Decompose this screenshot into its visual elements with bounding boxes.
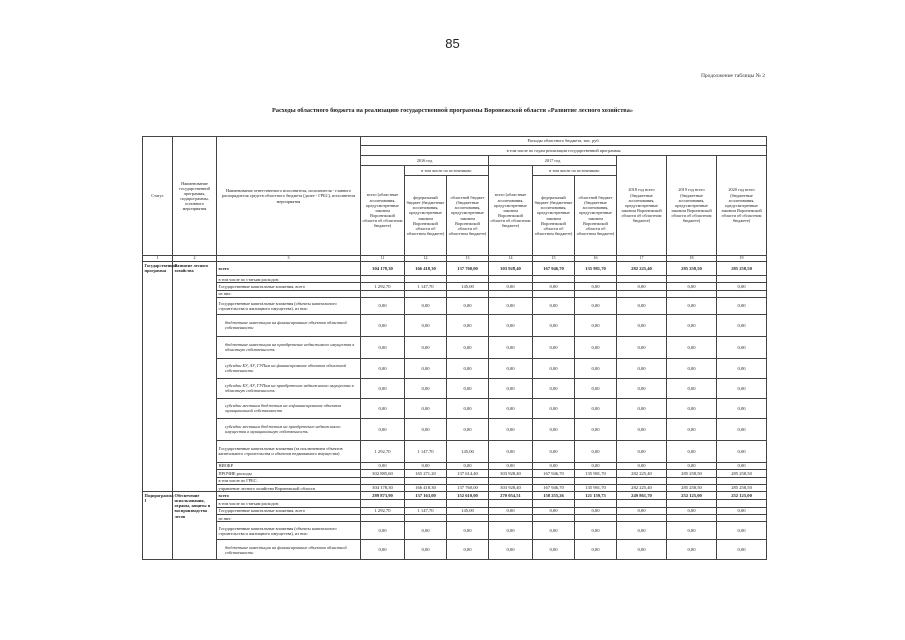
- col-index: 1: [143, 256, 173, 262]
- value-cell: 137 614,40: [447, 470, 489, 478]
- value-cell: 303 928,40: [489, 262, 533, 276]
- value-cell: 0,00: [575, 462, 617, 470]
- row-label: управление лесного хозяйства Воронежской области: [217, 484, 361, 492]
- row-label: НИОКР: [217, 462, 361, 470]
- value-cell: 152 610,00: [447, 492, 489, 500]
- value-cell: [533, 500, 575, 507]
- value-cell: 0,00: [447, 297, 489, 314]
- value-cell: 0,00: [489, 522, 533, 540]
- value-cell: 285 258,50: [717, 484, 767, 492]
- value-cell: 0,00: [447, 462, 489, 470]
- row-label: в том числе по ГРБС:: [217, 477, 361, 484]
- value-cell: [717, 515, 767, 522]
- value-cell: 0,00: [667, 522, 717, 540]
- row-label: ПРОЧИЕ расходы: [217, 470, 361, 478]
- value-cell: 0,00: [717, 522, 767, 540]
- value-cell: [489, 515, 533, 522]
- value-cell: [405, 290, 447, 297]
- value-cell: 0,00: [617, 418, 667, 440]
- value-cell: [717, 290, 767, 297]
- value-cell: 0,00: [667, 398, 717, 418]
- value-cell: 0,00: [489, 378, 533, 398]
- header-executor: Наименование ответственного исполнителя, исполнителя - главного распорядителя средств областного бюджета (далее - ГРБС), исполнителя мероприятия: [217, 137, 361, 256]
- value-cell: 0,00: [405, 462, 447, 470]
- header-expenses: Расходы областного бюджета, тыс. руб.: [361, 137, 767, 146]
- value-cell: 135 981,70: [575, 470, 617, 478]
- value-cell: 0,00: [361, 314, 405, 336]
- header-2016-regional: областной бюджет (бюджетные ассигнования, предусмотренные законом Воронежской области об областном бюджете): [447, 176, 489, 256]
- value-cell: 0,00: [405, 358, 447, 378]
- value-cell: [717, 276, 767, 283]
- value-cell: 285 258,50: [667, 484, 717, 492]
- header-2016-of-which: в том числе по источникам:: [405, 166, 489, 176]
- row-label: Государственные капитальные вложения, всего: [217, 507, 361, 515]
- program-status: Государственная программа: [143, 262, 173, 492]
- program-row: [143, 398, 767, 418]
- value-cell: 0,00: [667, 540, 717, 560]
- header-2017-of-which: в том числе по источникам:: [533, 166, 617, 176]
- value-cell: 0,00: [533, 358, 575, 378]
- document-title: Расходы областного бюджета на реализацию государственной программы Воронежской области «Развитие лесного хозяйства»: [271, 107, 634, 114]
- value-cell: [575, 290, 617, 297]
- value-cell: 0,00: [667, 336, 717, 358]
- subprogram-row: [143, 492, 767, 500]
- value-cell: 0,00: [717, 540, 767, 560]
- value-cell: 0,00: [447, 398, 489, 418]
- value-cell: 0,00: [617, 283, 667, 291]
- value-cell: 0,00: [717, 462, 767, 470]
- value-cell: 0,00: [447, 522, 489, 540]
- value-cell: 137 163,00: [405, 492, 447, 500]
- value-cell: 0,00: [533, 283, 575, 291]
- value-cell: 0,00: [533, 314, 575, 336]
- value-cell: 0,00: [533, 418, 575, 440]
- value-cell: 0,00: [533, 507, 575, 515]
- row-label: бюджетные инвестиции на приобретение недвижимого имущества в областную собственность: [217, 336, 361, 358]
- value-cell: 0,00: [447, 540, 489, 560]
- value-cell: 0,00: [405, 336, 447, 358]
- header-2017-regional: областной бюджет (бюджетные ассигнования, предусмотренные законом Воронежской области об областном бюджете): [575, 176, 617, 256]
- row-label: субсидии местным бюджетам на софинансирование объектов муниципальной собственности: [217, 398, 361, 418]
- value-cell: 0,00: [717, 314, 767, 336]
- value-cell: 0,00: [667, 314, 717, 336]
- value-cell: 0,00: [361, 398, 405, 418]
- header-year-2017: 2017 год: [489, 156, 617, 166]
- value-cell: [667, 500, 717, 507]
- header-status: Статус: [143, 137, 173, 256]
- program-title: Развитие лесного хозяйства: [173, 262, 217, 492]
- program-row: [143, 314, 767, 336]
- row-label: из них:: [217, 290, 361, 297]
- value-cell: [533, 276, 575, 283]
- header-2020: 2020 год всего (бюджетные ассигнования, предусмотренные законом Воронежской области об областном бюджете): [717, 156, 767, 256]
- value-cell: [717, 500, 767, 507]
- value-cell: [489, 500, 533, 507]
- row-label: субсидии местным бюджетам на приобретение недвижимого имущества в муниципальную собственность: [217, 418, 361, 440]
- row-label: субсидии БУ, АУ, ГУПам на финансирование объектов областной собственности: [217, 358, 361, 378]
- program-row: [143, 290, 767, 297]
- value-cell: 304 178,30: [361, 262, 405, 276]
- value-cell: 0,00: [617, 358, 667, 378]
- header-2017-federal: федеральный бюджет (бюджетные ассигнования, предусмотренные законом Воронежской области об областном бюджете): [533, 176, 575, 256]
- col-index: 14: [489, 256, 533, 262]
- col-index: 12: [405, 256, 447, 262]
- value-cell: 0,00: [667, 462, 717, 470]
- value-cell: 0,00: [575, 418, 617, 440]
- value-cell: 0,00: [533, 336, 575, 358]
- value-cell: 0,00: [575, 314, 617, 336]
- value-cell: 0,00: [575, 297, 617, 314]
- row-label: из них:: [217, 515, 361, 522]
- value-cell: 0,00: [447, 336, 489, 358]
- program-row: [143, 440, 767, 462]
- value-cell: 0,00: [405, 297, 447, 314]
- row-label: Государственные капитальные вложения, всего: [217, 283, 361, 291]
- value-cell: 0,00: [361, 336, 405, 358]
- value-cell: 121 159,73: [575, 492, 617, 500]
- value-cell: 145,00: [447, 440, 489, 462]
- value-cell: 0,00: [489, 398, 533, 418]
- value-cell: 145,00: [447, 283, 489, 291]
- col-index: 3: [217, 256, 361, 262]
- value-cell: 137 760,00: [447, 262, 489, 276]
- value-cell: [405, 276, 447, 283]
- value-cell: 0,00: [447, 314, 489, 336]
- col-index: 17: [617, 256, 667, 262]
- value-cell: 0,00: [489, 314, 533, 336]
- value-cell: 0,00: [575, 283, 617, 291]
- value-cell: 1 292,70: [361, 440, 405, 462]
- col-index: 15: [533, 256, 575, 262]
- value-cell: 0,00: [447, 418, 489, 440]
- appendix-label: Продолжение таблицы № 2: [700, 73, 765, 79]
- header-2017-total: всего (областные ассигнования, предусмотренные законом Воронежской области об областном бюджете): [489, 166, 533, 256]
- header-year-2016: 2016 год: [361, 156, 489, 166]
- value-cell: 0,00: [533, 440, 575, 462]
- value-cell: 0,00: [489, 462, 533, 470]
- value-cell: 0,00: [617, 314, 667, 336]
- value-cell: 303 928,40: [489, 470, 533, 478]
- value-cell: [617, 290, 667, 297]
- value-cell: 0,00: [361, 358, 405, 378]
- value-cell: 285 258,50: [717, 470, 767, 478]
- value-cell: [533, 477, 575, 484]
- row-label: всего: [217, 492, 361, 500]
- subprogram-row: [143, 540, 767, 560]
- value-cell: 0,00: [361, 462, 405, 470]
- value-cell: [447, 500, 489, 507]
- value-cell: 0,00: [361, 522, 405, 540]
- value-cell: 0,00: [489, 440, 533, 462]
- value-cell: 0,00: [575, 540, 617, 560]
- value-cell: 289 873,90: [361, 492, 405, 500]
- program-row: [143, 262, 767, 276]
- value-cell: 0,00: [447, 378, 489, 398]
- value-cell: 0,00: [533, 540, 575, 560]
- value-cell: [667, 515, 717, 522]
- value-cell: 0,00: [617, 540, 667, 560]
- value-cell: [489, 276, 533, 283]
- value-cell: [667, 477, 717, 484]
- value-cell: [489, 290, 533, 297]
- header-by-year: в том числе по годам реализации государственной программы: [361, 146, 767, 156]
- value-cell: 0,00: [617, 378, 667, 398]
- page-number: 85: [445, 36, 460, 51]
- col-index: 16: [575, 256, 617, 262]
- header-2016-total: всего (областные ассигнования, предусмотренные законом Воронежской области об областном бюджете): [361, 166, 405, 256]
- value-cell: [717, 477, 767, 484]
- value-cell: 165 271,20: [405, 470, 447, 478]
- value-cell: 0,00: [617, 507, 667, 515]
- value-cell: 0,00: [717, 507, 767, 515]
- value-cell: 0,00: [533, 462, 575, 470]
- col-index: 18: [667, 256, 717, 262]
- value-cell: 0,00: [405, 314, 447, 336]
- value-cell: 0,00: [489, 336, 533, 358]
- value-cell: 135 981,70: [575, 484, 617, 492]
- value-cell: 0,00: [617, 297, 667, 314]
- value-cell: [533, 515, 575, 522]
- value-cell: 285 258,50: [667, 262, 717, 276]
- row-label: в том числе по статьям расходов:: [217, 500, 361, 507]
- value-cell: 0,00: [489, 507, 533, 515]
- program-row: [143, 470, 767, 478]
- value-cell: [447, 290, 489, 297]
- value-cell: 1 292,70: [361, 507, 405, 515]
- program-row: [143, 378, 767, 398]
- value-cell: 0,00: [717, 358, 767, 378]
- program-row: [143, 477, 767, 484]
- value-cell: [667, 290, 717, 297]
- value-cell: 167 946,70: [533, 470, 575, 478]
- value-cell: 0,00: [667, 378, 717, 398]
- value-cell: [361, 276, 405, 283]
- value-cell: 0,00: [361, 297, 405, 314]
- header-program-name: Наименование государственной программы, подпрограммы, основного мероприятия: [173, 137, 217, 256]
- value-cell: 0,00: [575, 522, 617, 540]
- value-cell: [575, 500, 617, 507]
- value-cell: 0,00: [405, 378, 447, 398]
- program-row: [143, 336, 767, 358]
- value-cell: [447, 515, 489, 522]
- program-row: [143, 484, 767, 492]
- value-cell: 0,00: [575, 507, 617, 515]
- value-cell: 282 225,40: [617, 470, 667, 478]
- value-cell: 282 225,40: [617, 262, 667, 276]
- value-cell: 0,00: [717, 283, 767, 291]
- header-2016-federal: федеральный бюджет (бюджетные ассигнования, предусмотренные законом Воронежской области об областном бюджете): [405, 176, 447, 256]
- value-cell: 249 861,70: [617, 492, 667, 500]
- value-cell: 0,00: [717, 398, 767, 418]
- value-cell: 0,00: [717, 418, 767, 440]
- value-cell: 1 147,70: [405, 507, 447, 515]
- value-cell: 0,00: [617, 398, 667, 418]
- value-cell: 302 885,60: [361, 470, 405, 478]
- value-cell: 0,00: [667, 440, 717, 462]
- value-cell: [489, 477, 533, 484]
- value-cell: [361, 500, 405, 507]
- subprogram-status: Подпрограмма 1: [143, 492, 173, 560]
- value-cell: 0,00: [575, 336, 617, 358]
- row-label: в том числе по статьям расходов:: [217, 276, 361, 283]
- value-cell: 1 292,70: [361, 283, 405, 291]
- value-cell: 304 178,30: [361, 484, 405, 492]
- col-index: 11: [361, 256, 405, 262]
- col-index: 13: [447, 256, 489, 262]
- value-cell: [575, 276, 617, 283]
- value-cell: 0,00: [617, 522, 667, 540]
- value-cell: 0,00: [667, 418, 717, 440]
- subprogram-title: Обеспечение использования, охраны, защиты и воспроизводства лесов: [173, 492, 217, 560]
- subprogram-row: [143, 515, 767, 522]
- value-cell: 0,00: [667, 283, 717, 291]
- value-cell: 137 760,00: [447, 484, 489, 492]
- value-cell: 167 946,70: [533, 484, 575, 492]
- value-cell: 0,00: [361, 540, 405, 560]
- value-cell: 282 225,40: [617, 484, 667, 492]
- value-cell: 0,00: [717, 297, 767, 314]
- value-cell: 0,00: [361, 418, 405, 440]
- value-cell: [533, 290, 575, 297]
- value-cell: 0,00: [717, 336, 767, 358]
- value-cell: [667, 276, 717, 283]
- row-label: всего: [217, 262, 361, 276]
- value-cell: 0,00: [405, 540, 447, 560]
- value-cell: 0,00: [667, 297, 717, 314]
- value-cell: 1 147,70: [405, 440, 447, 462]
- value-cell: 303 928,40: [489, 484, 533, 492]
- value-cell: 0,00: [489, 540, 533, 560]
- value-cell: 0,00: [617, 336, 667, 358]
- program-row: [143, 462, 767, 470]
- value-cell: 166 418,30: [405, 484, 447, 492]
- value-cell: 270 054,51: [489, 492, 533, 500]
- value-cell: 0,00: [667, 507, 717, 515]
- value-cell: 0,00: [575, 398, 617, 418]
- value-cell: 0,00: [533, 398, 575, 418]
- row-label: Государственные капитальные вложения (объекты капитального строительства и жилищного имущества), из них:: [217, 297, 361, 314]
- value-cell: [405, 515, 447, 522]
- value-cell: 167 946,70: [533, 262, 575, 276]
- value-cell: [447, 477, 489, 484]
- value-cell: 0,00: [489, 418, 533, 440]
- col-index: 2: [173, 256, 217, 262]
- value-cell: 252 125,00: [667, 492, 717, 500]
- value-cell: 158 255,26: [533, 492, 575, 500]
- row-label: бюджетные инвестиции на финансирование объектов областной собственности: [217, 314, 361, 336]
- value-cell: [361, 515, 405, 522]
- program-row: [143, 297, 767, 314]
- value-cell: 0,00: [575, 440, 617, 462]
- header-2018: 2018 год всего (бюджетные ассигнования, предусмотренные законом Воронежской области об областном бюджете): [617, 156, 667, 256]
- value-cell: 0,00: [405, 398, 447, 418]
- value-cell: 0,00: [489, 297, 533, 314]
- value-cell: 135 981,70: [575, 262, 617, 276]
- value-cell: [575, 477, 617, 484]
- value-cell: [447, 276, 489, 283]
- value-cell: [617, 515, 667, 522]
- value-cell: [361, 477, 405, 484]
- value-cell: 0,00: [617, 440, 667, 462]
- value-cell: 0,00: [405, 522, 447, 540]
- value-cell: [405, 500, 447, 507]
- expenses-table: [142, 136, 767, 560]
- value-cell: 0,00: [667, 358, 717, 378]
- subprogram-row: [143, 522, 767, 540]
- value-cell: 0,00: [447, 358, 489, 378]
- col-index: 19: [717, 256, 767, 262]
- value-cell: 0,00: [533, 378, 575, 398]
- value-cell: 0,00: [617, 462, 667, 470]
- value-cell: 145,00: [447, 507, 489, 515]
- program-row: [143, 276, 767, 283]
- subprogram-row: [143, 507, 767, 515]
- value-cell: [575, 515, 617, 522]
- row-label: бюджетные инвестиции на финансирование объектов областной собственности: [217, 540, 361, 560]
- value-cell: 0,00: [361, 378, 405, 398]
- row-label: субсидии БУ, АУ, ГУПам на приобретение недвижимого имущества в областную собственность: [217, 378, 361, 398]
- value-cell: 0,00: [489, 283, 533, 291]
- value-cell: [361, 290, 405, 297]
- header-2019: 2019 год всего (бюджетные ассигнования, предусмотренные законом Воронежской области об областном бюджете): [667, 156, 717, 256]
- value-cell: [617, 276, 667, 283]
- value-cell: 0,00: [533, 522, 575, 540]
- value-cell: 0,00: [489, 358, 533, 378]
- value-cell: 0,00: [717, 378, 767, 398]
- program-row: [143, 283, 767, 291]
- value-cell: 166 418,30: [405, 262, 447, 276]
- value-cell: 252 125,00: [717, 492, 767, 500]
- value-cell: 1 147,70: [405, 283, 447, 291]
- subprogram-row: [143, 500, 767, 507]
- value-cell: 0,00: [405, 418, 447, 440]
- value-cell: [405, 477, 447, 484]
- value-cell: 0,00: [717, 440, 767, 462]
- value-cell: [617, 477, 667, 484]
- program-row: [143, 358, 767, 378]
- row-label: Государственные капитальные вложения (объекты капитального строительства и жилищного имущества), из них:: [217, 522, 361, 540]
- value-cell: 0,00: [575, 378, 617, 398]
- program-row: [143, 418, 767, 440]
- row-label: Государственные капитальные вложения (за исключением объектов капитального строительства и объектов недвижимого имущества): [217, 440, 361, 462]
- value-cell: [617, 500, 667, 507]
- value-cell: 285 258,50: [667, 470, 717, 478]
- value-cell: 0,00: [533, 297, 575, 314]
- value-cell: 285 258,50: [717, 262, 767, 276]
- value-cell: 0,00: [575, 358, 617, 378]
